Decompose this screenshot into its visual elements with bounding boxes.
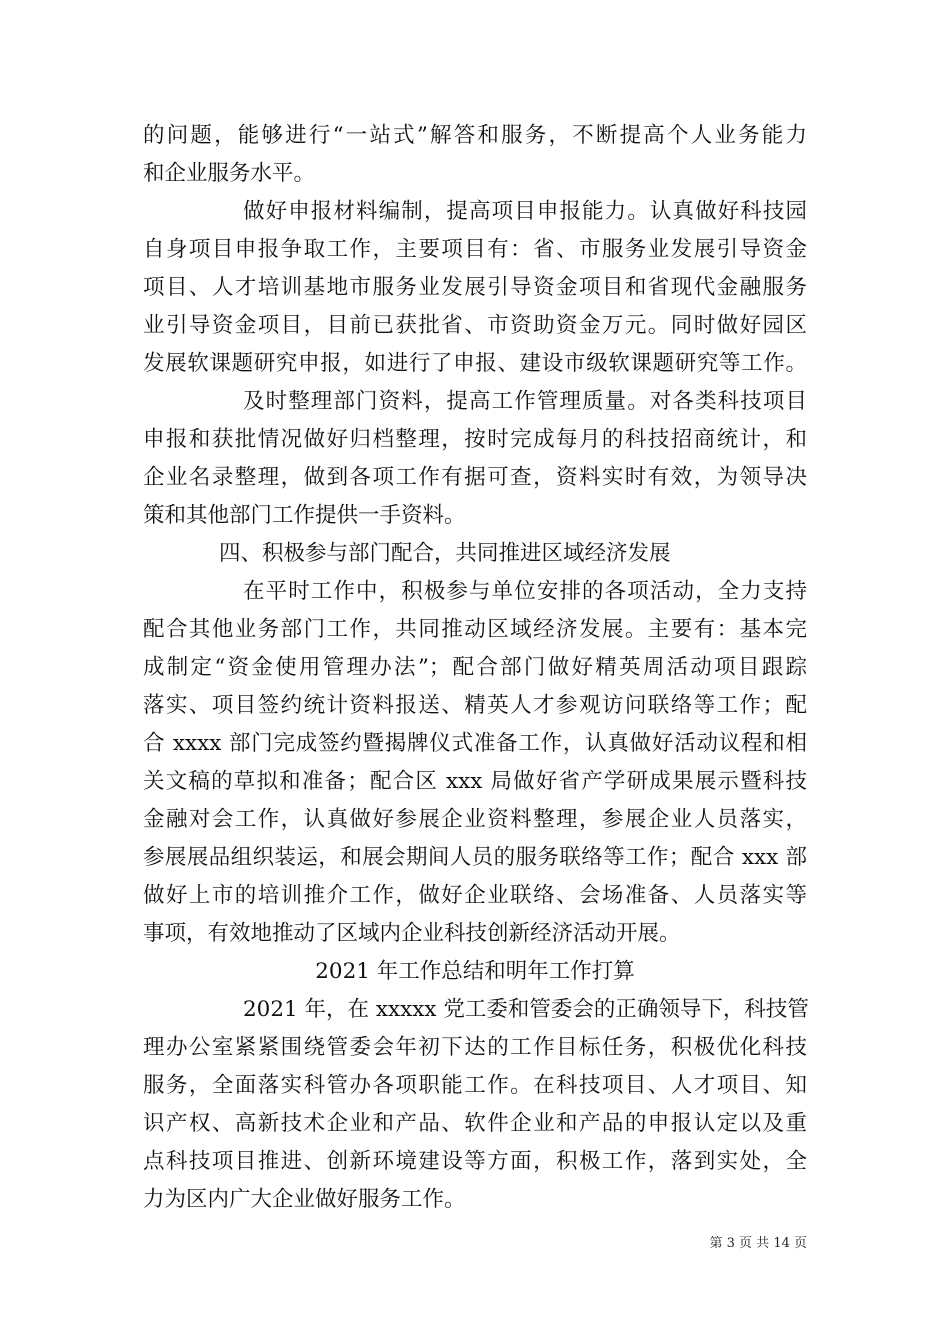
text-line: 发展软课题研究申报，如进行了申报、建设市级软课题研究等工作。 xyxy=(143,351,807,376)
section-heading: 四、积极参与部门配合，共同推进区域经济发展 xyxy=(219,541,671,566)
text-line: 关文稿的草拟和准备；配合区 xxx 局做好省产学研成果展示暨科技 xyxy=(143,769,807,794)
text-line: 申报和获批情况做好归档整理，按时完成每月的科技招商统计，和 xyxy=(143,427,807,452)
text-line: 合 xxxx 部门完成签约暨揭牌仪式准备工作，认真做好活动议程和相 xyxy=(143,731,807,756)
text-line: 业引导资金项目，目前已获批省、市资助资金万元。同时做好园区 xyxy=(143,313,807,338)
text-line: 做好上市的培训推介工作，做好企业联络、会场准备、人员落实等 xyxy=(143,883,807,908)
text-line: 做好申报材料编制，提高项目申报能力。认真做好科技园 xyxy=(243,199,807,224)
text-line: 项目、人才培训基地市服务业发展引导资金项目和省现代金融服务 xyxy=(143,275,807,300)
text-line: 点科技项目推进、创新环境建设等方面，积极工作，落到实处，全 xyxy=(143,1149,807,1174)
text-line: 及时整理部门资料，提高工作管理质量。对各类科技项目 xyxy=(243,389,807,414)
document-heading: 2021 年工作总结和明年工作打算 xyxy=(315,959,635,984)
text-line: 力为区内广大企业做好服务工作。 xyxy=(143,1187,466,1212)
text-line: 企业名录整理，做到各项工作有据可查，资料实时有效，为领导决 xyxy=(143,465,807,490)
text-line: 2021 年，在 xxxxx 党工委和管委会的正确领导下，科技管 xyxy=(243,997,809,1022)
text-line: 配合其他业务部门工作，共同推动区域经济发展。主要有：基本完 xyxy=(143,617,807,642)
text-line: 识产权、高新技术企业和产品、软件企业和产品的申报认定以及重 xyxy=(143,1111,807,1136)
text-line: 自身项目申报争取工作，主要项目有：省、市服务业发展引导资金 xyxy=(143,237,807,262)
text-line: 策和其他部门工作提供一手资料。 xyxy=(143,503,466,528)
text-line: 落实、项目签约统计资料报送、精英人才参观访问联络等工作；配 xyxy=(143,693,807,718)
text-line: 服务，全面落实科管办各项职能工作。在科技项目、人才项目、知 xyxy=(143,1073,807,1098)
text-line: 理办公室紧紧围绕管委会年初下达的工作目标任务，积极优化科技 xyxy=(143,1035,807,1060)
text-line: 在平时工作中，积极参与单位安排的各项活动，全力支持 xyxy=(243,579,807,604)
text-line: 事项，有效地推动了区域内企业科技创新经济活动开展。 xyxy=(143,921,681,946)
text-line: 和企业服务水平。 xyxy=(143,161,316,186)
page-number-footer: 第 3 页 共 14 页 xyxy=(709,1236,807,1251)
text-line: 的问题，能够进行“一站式”解答和服务，不断提高个人业务能力 xyxy=(143,123,807,148)
text-line: 参展展品组织装运，和展会期间人员的服务联络等工作；配合 xxx 部 xyxy=(143,845,807,870)
text-line: 金融对会工作，认真做好参展企业资料整理，参展企业人员落实， xyxy=(143,807,807,832)
text-line: 成制定“资金使用管理办法”；配合部门做好精英周活动项目跟踪 xyxy=(143,655,807,680)
